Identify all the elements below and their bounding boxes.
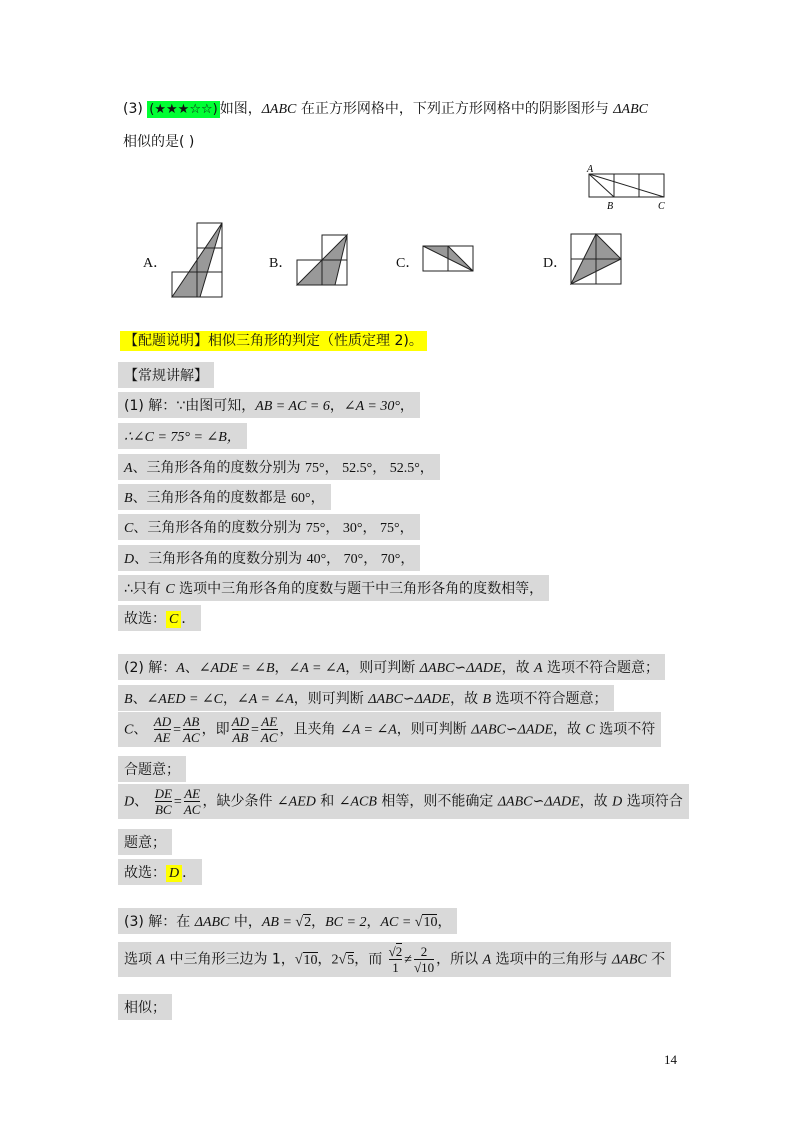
sol1-line-7	[118, 575, 549, 601]
question-number: (3)	[123, 101, 143, 117]
sol2-text: 、	[184, 660, 199, 676]
sol2-text: ，故	[553, 721, 586, 738]
sol1-line-5	[118, 514, 420, 540]
heading-text: 【常规讲解】	[124, 368, 208, 384]
option-ref: A	[124, 461, 133, 476]
option-ref: A	[534, 661, 543, 676]
sol2-text: 选项不符	[594, 721, 656, 738]
sol1-line-2	[118, 423, 247, 449]
answer-end: ．	[182, 865, 197, 881]
sol2-text: ，缺少条件	[202, 793, 277, 810]
question-line-2	[123, 131, 194, 151]
fraction: $\frac{AB}{AC}$	[183, 714, 200, 745]
sol1-line-3	[118, 454, 440, 480]
answer-value: C	[166, 611, 181, 628]
triangle-label-2: ΔABC	[613, 102, 648, 117]
sol2-math: ΔABC∽ΔADE	[419, 661, 502, 676]
sol2-text: ，	[274, 660, 289, 676]
not-equal: ≠	[404, 952, 412, 968]
fraction: $\frac{DE}{BC}$	[154, 786, 172, 817]
sol3-line-2: 选项 A 中三角形三边为 1，√10，2√5，而 $\frac{√2}{1}$ ≠ $\frac{2}{√10}$ ，所以 A 选项中的三角形与 ΔABC 不	[118, 942, 671, 977]
sol2-math: ∠ADE = ∠B	[198, 661, 275, 676]
sol1-text: ，	[399, 398, 414, 414]
sol3-text: ，	[311, 914, 326, 930]
sol2-text: 、	[133, 721, 148, 738]
label-c: C	[658, 201, 665, 212]
fraction: $\frac{AD}{AB}$	[231, 714, 250, 745]
answer-label: 故选：	[124, 865, 166, 881]
fraction: $\frac{√2}{1}$	[388, 944, 403, 975]
option-ref: C	[585, 722, 595, 738]
sol2-text: 选项不符合题意；	[542, 660, 660, 676]
sol2-text: ，且夹角	[279, 721, 340, 738]
sqrt-value: 2	[304, 915, 312, 930]
sol1-text: 、三角形各角的度数分别为	[132, 460, 306, 476]
option-ref: A	[176, 661, 185, 676]
sol2-text: ，则可判断	[396, 721, 472, 738]
sol2-text: ，	[223, 691, 238, 707]
sol3-line-1: (3) 解：在 ΔABC 中，AB = √2，BC = 2，AC = √10，	[118, 908, 457, 934]
sol2-line-2	[118, 685, 614, 711]
sol3-text: 选项中的三角形与	[491, 951, 613, 968]
sol2-math: ΔABC∽ΔADE	[497, 794, 580, 810]
note-line	[120, 330, 427, 350]
sol2-line-6	[118, 829, 172, 855]
sol1-text: ∴只有	[124, 581, 166, 597]
sol2-math: ∠A = ∠A	[237, 692, 294, 707]
option-ref: D	[124, 552, 135, 567]
sol3-line-3	[118, 994, 172, 1020]
option-c-label[interactable]: C．	[396, 256, 420, 271]
option-ref: B	[124, 692, 133, 707]
sol2-line-1	[118, 654, 665, 680]
sol2-math: ∠AED = ∠C	[146, 692, 224, 707]
main-figure	[584, 162, 674, 214]
page-number: 14	[664, 1052, 677, 1067]
sol2-text: ，则可判断	[293, 691, 369, 707]
sol3-math: 2	[331, 952, 339, 968]
sol3-math: AC =	[380, 915, 415, 930]
sol2-math: ΔABC∽ΔADE	[368, 692, 451, 707]
sol2-text: ，故	[579, 793, 613, 810]
question-line-1	[123, 98, 648, 118]
option-ref: B	[124, 491, 133, 506]
sol2-line-5: D、 $\frac{DE}{BC}$ = $\frac{AE}{AC}$ ，缺少条件 ∠AED 和 ∠ACB 相等，则不能确定 ΔABC∽ΔADE，故 D 选项符合	[118, 784, 689, 819]
option-a-label[interactable]: A．	[143, 256, 168, 271]
sol2-line-3: C、 $\frac{AD}{AE}$ = $\frac{AB}{AC}$ ，即 $\frac{AD}{AB}$ = $\frac{AE}{AC}$ ，且夹角 ∠A = ∠A，则可判断 ΔABC∽ΔADE，故 C 选项不符	[118, 712, 661, 747]
sol2-text: 选项符合	[622, 793, 683, 810]
sol3-text: (3) 解：在	[124, 914, 195, 930]
sol1-line-6	[118, 545, 420, 571]
option-ref: D	[124, 794, 135, 810]
answer-label: 故选：	[124, 611, 166, 627]
fraction: $\frac{AE}{AC}$	[183, 786, 201, 817]
sol2-text: ，则可判断	[345, 660, 420, 676]
label-a: A	[587, 164, 594, 175]
sol2-text: ，故	[450, 691, 483, 707]
sol2-text: 、	[132, 691, 147, 707]
triangle-label: ΔABC	[261, 102, 297, 117]
sol1-text: 、三角形各角的度数分别为	[133, 520, 306, 536]
sol2-text: 、	[134, 793, 149, 810]
option-b-label[interactable]: B．	[269, 256, 293, 271]
sol3-math: BC = 2	[325, 915, 367, 930]
sqrt-value: 10	[303, 952, 318, 968]
answer-end: ．	[181, 611, 196, 627]
sol3-math: AB =	[261, 915, 296, 930]
sol3-text: ，	[437, 914, 452, 930]
sol1-math: 40°， 70°， 70°，	[306, 552, 415, 567]
sol3-math: ΔABC	[194, 915, 230, 930]
option-ref: D	[612, 794, 623, 810]
label-b: B	[607, 201, 614, 212]
sol2-math: ∠AED	[276, 794, 316, 810]
sol3-text: 中，	[229, 914, 262, 930]
answer-value: D	[166, 865, 182, 882]
sol3-text: ，所以	[436, 951, 483, 968]
fraction: $\frac{AD}{AE}$	[153, 714, 172, 745]
option-b-figure[interactable]	[295, 233, 349, 287]
sol2-text: ，即	[201, 721, 230, 738]
fraction: $\frac{AE}{AC}$	[260, 714, 278, 745]
option-ref: C	[165, 582, 175, 597]
sol3-text: ，	[317, 951, 332, 968]
sol2-line-4	[118, 756, 186, 782]
sol2-answer	[118, 859, 202, 885]
sol3-text: 选项	[124, 951, 157, 968]
sol2-math: ∠ACB	[338, 794, 377, 810]
option-d-label[interactable]: D．	[543, 256, 568, 271]
sol3-text: 不	[646, 951, 666, 968]
sol2-math: ΔABC∽ΔADE	[471, 722, 554, 738]
sol2-text: 选项不符合题意；	[491, 691, 608, 707]
sol2-math: ∠A = ∠A	[288, 661, 346, 676]
sol1-answer	[118, 605, 201, 631]
difficulty-stars: (★★★☆☆)	[149, 102, 218, 117]
option-d-figure[interactable]	[569, 232, 625, 288]
sol1-math: 75°， 52.5°， 52.5°，	[305, 461, 434, 476]
sol1-math: 60°，	[291, 491, 325, 506]
sol2-text: 题意；	[124, 835, 166, 851]
sol2-text: (2) 解：	[124, 660, 177, 676]
sol2-text: 和	[315, 793, 339, 810]
sol1-text: 、三角形各角的度数都是	[132, 490, 292, 506]
sol3-text: ，而	[354, 951, 383, 968]
fraction: $\frac{2}{√10}$	[413, 944, 435, 975]
sqrt-value: 5	[347, 952, 355, 968]
sol3-text: 相似；	[124, 1000, 166, 1016]
sol3-text: ，	[366, 914, 381, 930]
sol1-text: (1) 解：∵由图可知，	[124, 398, 256, 414]
sol1-math: 75°， 30°， 75°，	[305, 521, 414, 536]
explanation-heading	[118, 362, 214, 388]
sol1-line-4	[118, 484, 331, 510]
sol1-math: ∠A = 30°	[343, 399, 400, 414]
sol2-math: ∠A = ∠A	[340, 722, 397, 738]
sol1-text: ，	[329, 398, 344, 414]
sol2-text: ，故	[501, 660, 535, 676]
sol1-math: ∴∠C = 75° = ∠B，	[124, 430, 241, 445]
sol1-line-1	[118, 392, 420, 418]
option-ref: C	[124, 722, 134, 738]
sol3-math: ΔABC	[612, 952, 647, 968]
question-text: 如图，	[219, 101, 262, 117]
sol1-math: AB = AC = 6	[255, 399, 330, 414]
option-a-figure[interactable]	[170, 221, 226, 301]
option-c-figure[interactable]	[421, 244, 477, 273]
sol1-text: 选项中三角形各角的度数与题干中三角形各角的度数相等，	[174, 581, 544, 597]
option-ref: A	[482, 952, 492, 968]
question-text-2: 在正方形网格中，下列正方形网格中的阴影图形与	[296, 101, 614, 117]
option-ref: B	[482, 692, 492, 707]
option-ref: C	[124, 521, 134, 536]
question-line-2-text: 相似的是( )	[123, 134, 195, 150]
sol1-text: 、三角形各角的度数分别为	[134, 551, 307, 567]
option-ref: A	[156, 952, 166, 968]
sol2-text: 合题意；	[124, 762, 180, 778]
sqrt-value: 10	[423, 915, 438, 930]
note-text: 【配题说明】相似三角形的判定（性质定理 2)。	[120, 331, 427, 351]
sol3-text: 中三角形三边为 1，	[165, 951, 295, 968]
sol2-text: 相等，则不能确定	[376, 793, 498, 810]
